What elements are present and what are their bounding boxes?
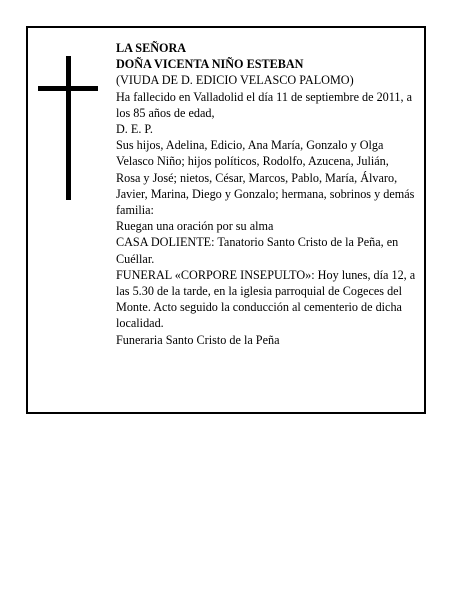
obituary-text bbox=[116, 40, 416, 348]
deceased-name: DOÑA VICENTA NIÑO ESTEBAN bbox=[116, 57, 304, 72]
rip-line: D. E. P. bbox=[116, 122, 153, 137]
funeral-home: Funeraria Santo Cristo de la Peña bbox=[116, 332, 280, 347]
prayer-request: Ruegan una oración por su alma bbox=[116, 219, 274, 234]
family-list: Sus hijos, Adelina, Edicio, Ana María, Gonzalo y Olga Velasco Niño; hijos políticos, Rodolfo, Azucena, Julián, Rosa y José; nietos, César, Marcos, Pablo, María, Álvaro, Javier, Marina, Diego y Gonzalo; hermana, sobrinos y demás familia: bbox=[116, 138, 415, 218]
obituary-notice bbox=[26, 26, 426, 414]
widow-of-line: (VIUDA DE D. EDICIO VELASCO PALOMO) bbox=[116, 73, 354, 88]
death-statement: Ha fallecido en Valladolid el día 11 de septiembre de 2011, a los 85 años de edad, bbox=[116, 89, 413, 120]
title-line-1: LA SEÑORA bbox=[116, 41, 187, 55]
wake-location: CASA DOLIENTE: Tanatorio Santo Cristo de la Peña, en Cuéllar. bbox=[116, 235, 399, 266]
funeral-details: FUNERAL «CORPORE INSEPULTO»: Hoy lunes, día 12, a las 5.30 de la tarde, en la iglesia parroquial de Cogeces del Monte. Acto seguido la conducción al cementerio de dicha localidad. bbox=[116, 267, 416, 331]
cross-icon bbox=[38, 56, 98, 200]
cross-horizontal-bar bbox=[38, 86, 98, 91]
cross-vertical-bar bbox=[66, 56, 71, 200]
